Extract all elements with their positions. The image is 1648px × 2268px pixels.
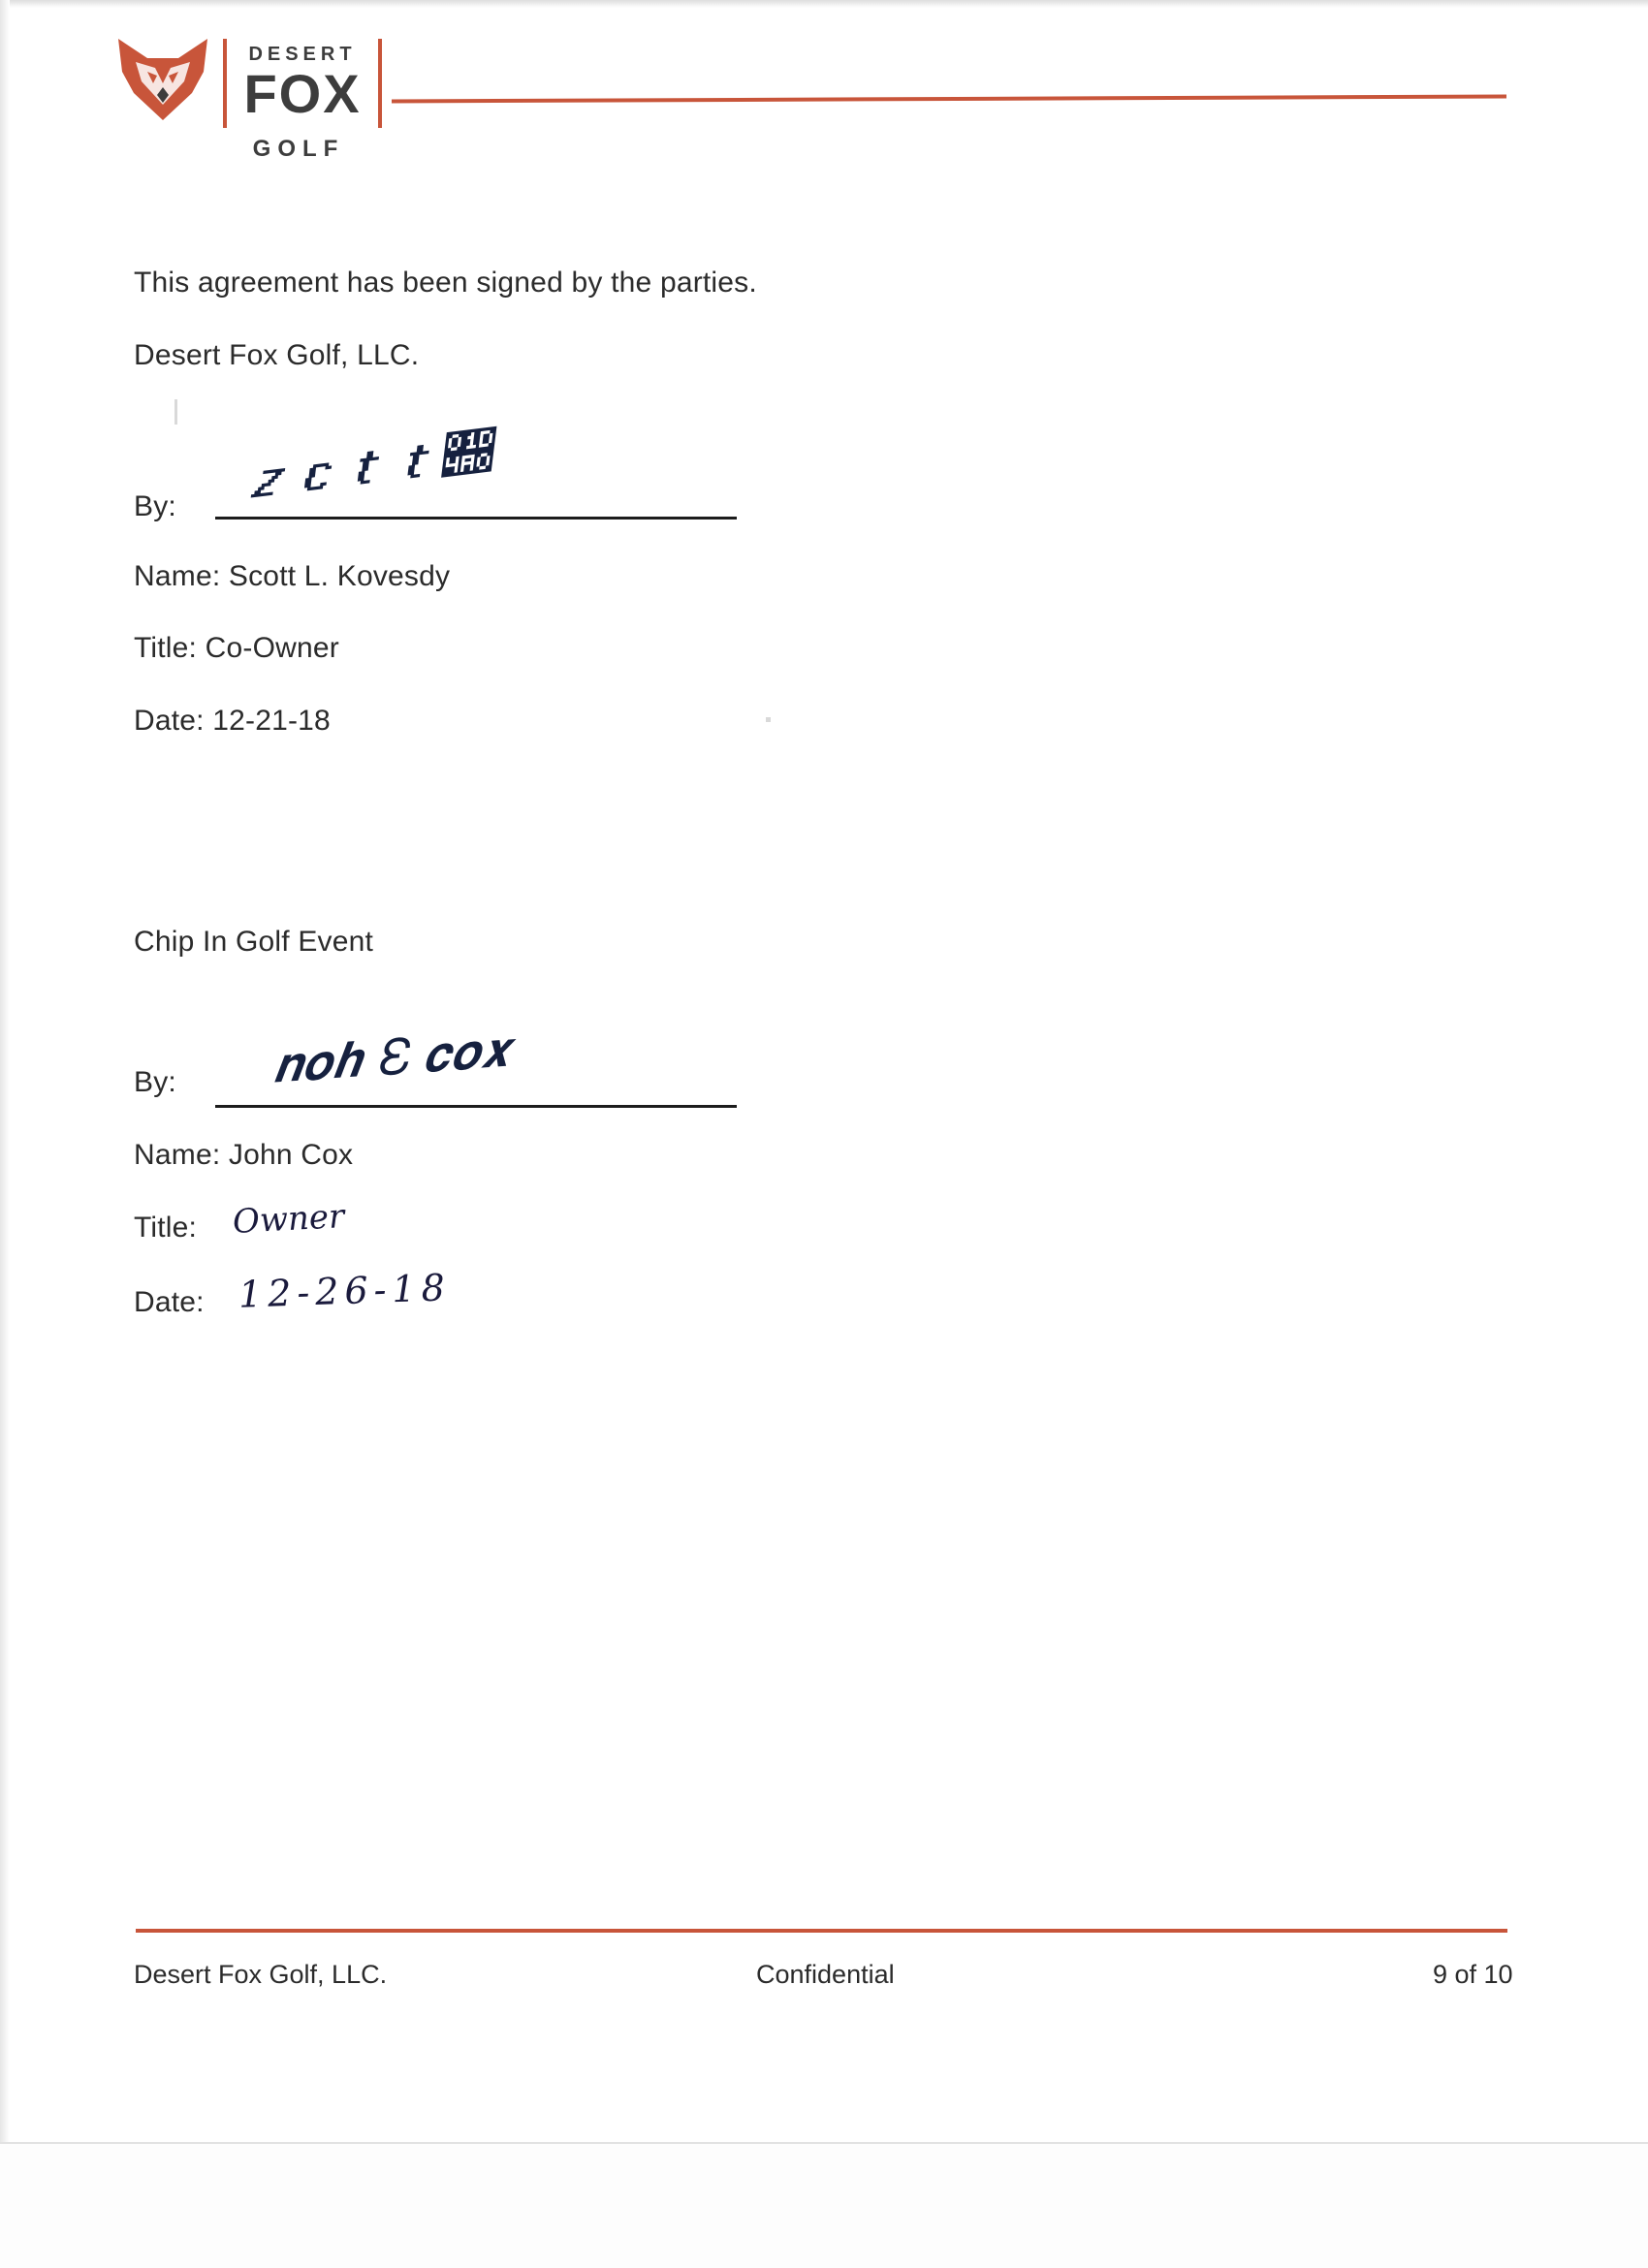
logo-desert-text: DESERT: [248, 44, 357, 65]
logo-golf-text: GOLF: [252, 136, 345, 162]
document-header: [0, 0, 1648, 194]
party-one-company: Desert Fox Golf, LLC.: [134, 339, 420, 371]
party-two-date-label: Date:: [134, 1286, 205, 1318]
scan-edge-bottom: [0, 2142, 1648, 2268]
party-two-title-value: Owner: [232, 1197, 346, 1242]
footer-company: Desert Fox Golf, LLC.: [134, 1960, 388, 1989]
party-one-title: Title: Co-Owner: [134, 632, 339, 664]
fox-head-icon: [109, 33, 217, 126]
party-one-signature: 𝒛𝒄𝒕𝒕𝒠: [236, 423, 493, 512]
logo-wordmark: [223, 39, 382, 128]
header-divider-rule: [392, 94, 1506, 103]
intro-paragraph: This agreement has been signed by the parties.: [134, 267, 757, 299]
party-one-by-label: By:: [134, 490, 176, 522]
party-one-date: Date: 12-21-18: [134, 705, 331, 737]
party-two-signature: 𝒏𝒐𝒉 ℇ 𝒄𝒐𝒙: [269, 1021, 513, 1094]
party-two-name: Name: John Cox: [134, 1139, 354, 1171]
party-two-company: Chip In Golf Event: [134, 926, 374, 958]
footer-divider-rule: [136, 1929, 1507, 1933]
party-one-name: Name: Scott L. Kovesdy: [134, 560, 451, 592]
desert-fox-golf-logo: [109, 27, 380, 163]
scan-artifact: [766, 717, 771, 722]
footer-confidential-label: Confidential: [756, 1960, 895, 1989]
party-two-signature-line: [215, 1105, 737, 1108]
logo-fox-text: FOX: [243, 63, 362, 124]
party-two-by-label: By:: [134, 1066, 176, 1098]
scan-artifact: [174, 399, 177, 425]
party-two-title-label: Title:: [134, 1212, 198, 1244]
party-two-date-value: 12-26-18: [238, 1266, 452, 1316]
footer-page-number: 9 of 10: [1433, 1960, 1513, 1989]
party-one-signature-line: [215, 517, 737, 520]
scan-edge-left: [0, 0, 10, 2142]
